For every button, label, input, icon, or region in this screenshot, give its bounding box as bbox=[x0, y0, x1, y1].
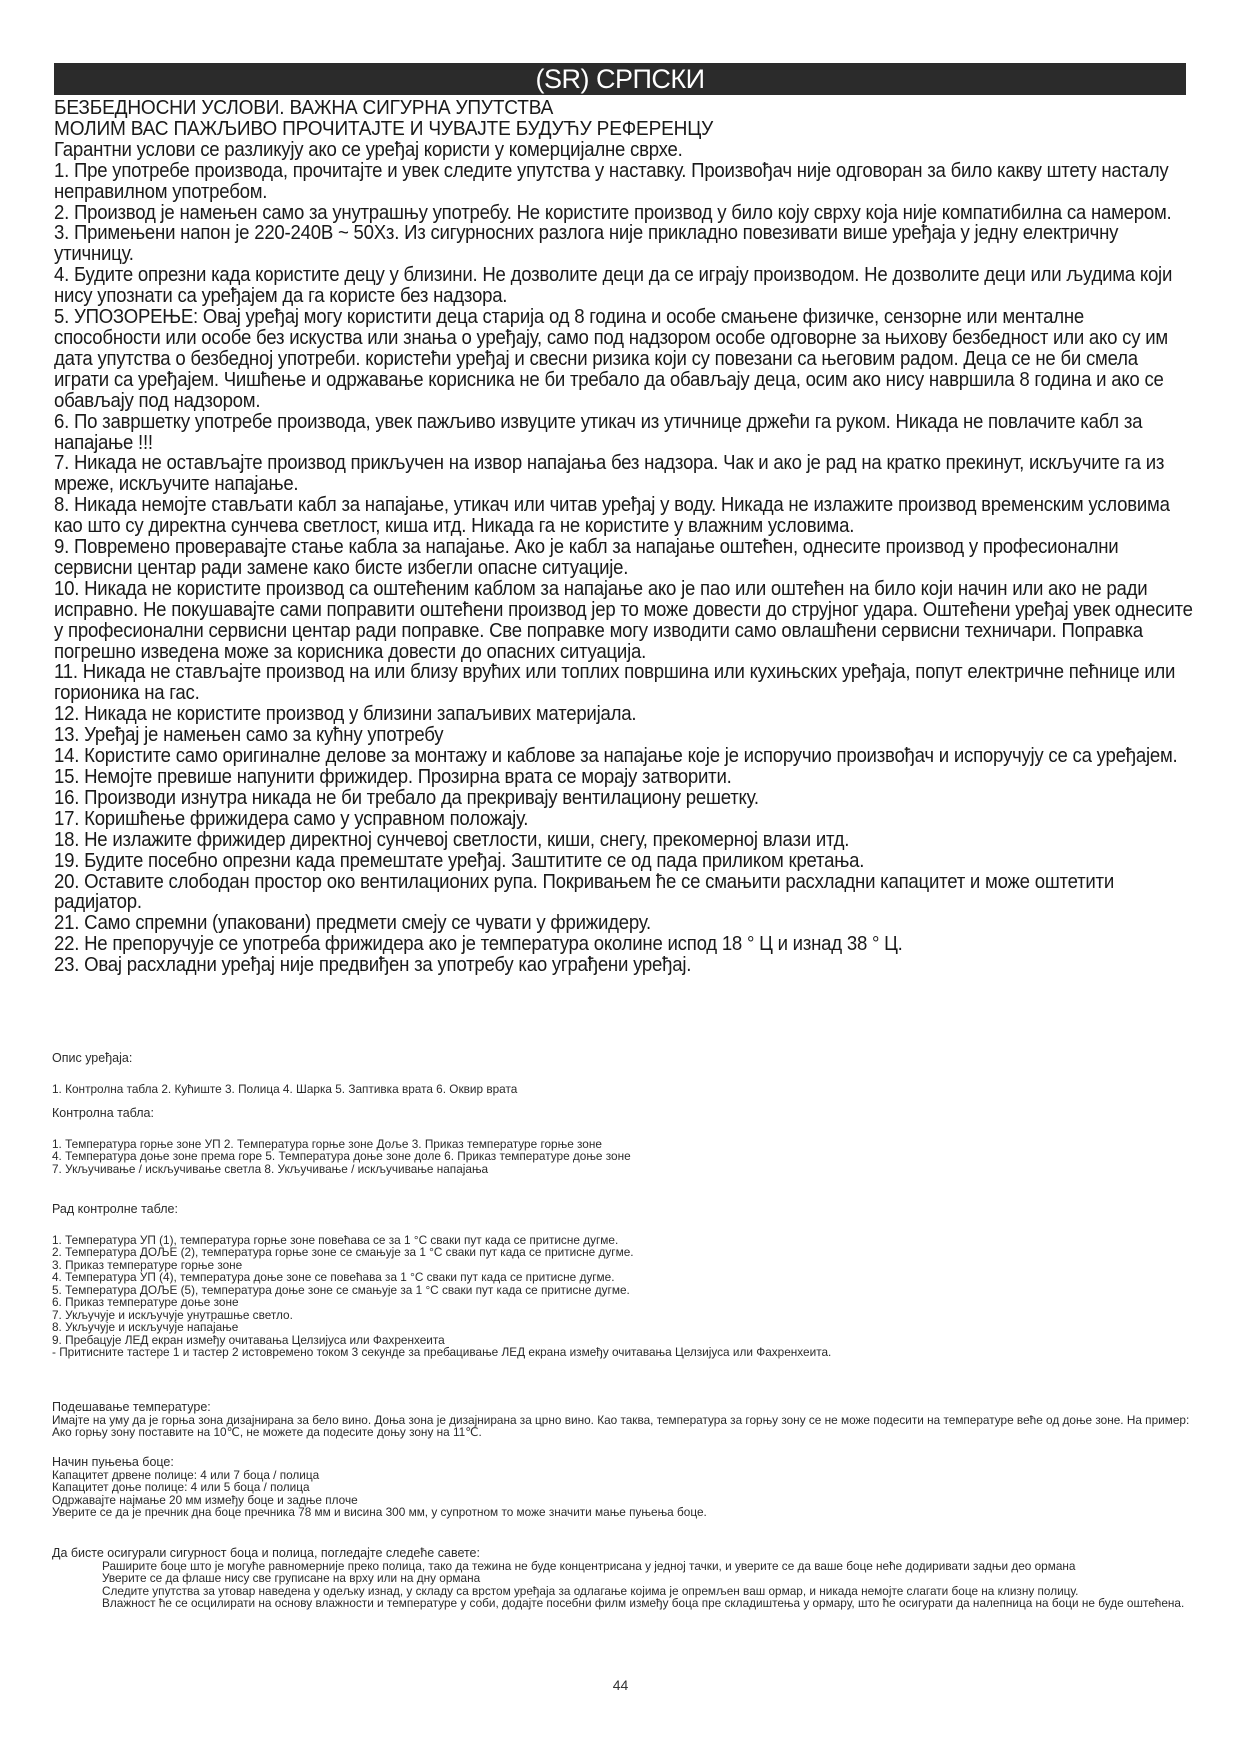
safety-item: 5. УПОЗОРЕЊЕ: Овај уређај могу користити деца старија од 8 година и особе смањене физичке, сензорне или менталне способности или особе без искуства или знања о уређају, само под надзором особе одговорне за њихову безбедност или ако су им дата упутства о безбедној употреби. користећи уређај и свесни ризика који су повезани са његовим радом. Деца се не би смела играти са уређајем. Чишћење и одржавање корисника не би требало да обављају деца, осим ако нису навршила 8 година и ако се обављају под надзором. bbox=[54, 306, 1168, 412]
safety-item: 1. Пре употребе производа, прочитајте и увек следите упутства у наставку. Произвођач није одговоран за било какву штету насталу неправилном употребом. bbox=[54, 159, 1169, 203]
operation-line: 5. Температура ДОЉЕ (5), температура доње зоне се смањује за 1 °C сваки пут када се притисне дугме. bbox=[52, 1282, 630, 1297]
operation-line: - Притисните тастере 1 и тастер 2 истовремено током 3 секунде за пребацивање ЛЕД екрана између очитавања Целзијуса или Фахренхеита. bbox=[52, 1345, 832, 1359]
temperature-text: Имајте на уму да је горња зона дизајнирана за бело вино. Доња зона је дизајнирана за црно вино. Као таква, температура за горњу зону се не може подесити на температуре веће од доње зоне. На пример: Ако горњу зону поставите на 10℃, не можете да подесите доњу зону на 11℃. bbox=[52, 1412, 1190, 1439]
operation-line: 9. Пребацује ЛЕД екран између очитавања Целзијуса или Фахренхеита bbox=[52, 1332, 445, 1347]
control-panel-line: 4. Температура доње зоне према горе 5. Температура доње зоне доле 6. Приказ температуре доње зоне bbox=[52, 1149, 631, 1163]
advice-line: Влажност ће се осцилирати на основу влажности и температуре у соби, додајте посебни филм између боца пре складиштења у ормару, што ће осигурати да налепница на боци не буде оштећена. bbox=[102, 1596, 1185, 1610]
safety-item: 17. Коришћење фрижидера само у усправном положају. bbox=[54, 807, 529, 830]
control-panel-label: Контролна табла: bbox=[52, 1106, 154, 1120]
safety-item: 3. Примењени напон је 220-240В ~ 50Хз. Из сигурносних разлога није прикладно повезивати више уређаја у једну електричну утичницу. bbox=[54, 222, 1119, 266]
advice-line: Уверите се да флаше нису све груписане на врху или на дну ормана bbox=[102, 1571, 481, 1585]
bottle-loading-section bbox=[52, 1456, 1202, 1519]
safety-item: 12. Никада не користите производ у близини запаљивих материјала. bbox=[54, 703, 637, 726]
device-parts: 1. Контролна табла 2. Кућиште 3. Полица 4. Шарка 5. Заптивка врата 6. Оквир врата bbox=[52, 1081, 518, 1096]
safety-item: 23. Овај расхладни уређај није предвиђен за употребу као уграђени уређај. bbox=[54, 954, 692, 977]
language-title: (SR) СРПСКИ bbox=[535, 63, 705, 94]
safety-item: 13. Уређај је намењен само за кућну употребу bbox=[54, 724, 444, 747]
page-number: 44 bbox=[612, 1677, 629, 1693]
operation-line: 6. Приказ температуре доње зоне bbox=[52, 1295, 239, 1309]
control-panel-line: 7. Укључивање / искључивање светла 8. Укључивање / искључивање напајања bbox=[52, 1161, 489, 1176]
advice-line: Раширите боце што је могуће равномерније преко полица, тако да тежина не буде концентрисана у једној тачки, и уверите се да ваше боце неће додиривати задњи део ормана bbox=[102, 1558, 1076, 1573]
safety-item: 14. Користите само оригиналне делове за монтажу и каблове за напајање које је испоручио произвођач и испоручују се са уређајем. bbox=[54, 745, 1178, 768]
advice-line: Следите упутства за утовар наведена у одељку изнад, у складу са врстом уређаја за одлагање којима је опремљен ваш ормар, и никада немојте слагати боце на клизну полицу. bbox=[102, 1583, 1079, 1598]
safety-item: 6. По завршетку употребе производа, увек пажљиво извуците утикач из утичнице држећи га руком. Никада не повлачите кабл за напајање !!! bbox=[54, 410, 1143, 454]
safety-section bbox=[54, 98, 1194, 976]
safety-item: 7. Никада не остављајте производ прикључен на извор напајања без надзора. Чак и ако је рад на кратко прекинут, искључите га из мреже, искључите напајање. bbox=[54, 452, 1165, 496]
safety-intro: Гарантни услови се разликују ако се уређај користи у комерцијалне сврхе. bbox=[54, 138, 683, 161]
operation-label: Рад контролне табле: bbox=[52, 1202, 178, 1216]
bottle-loading-line: Капацитет дрвене полице: 4 или 7 боца / полица bbox=[52, 1467, 320, 1482]
safety-item: 22. Не препоручује се употреба фрижидера ако је температура околине испод 18 ° Ц и изнад 38 ° Ц. bbox=[54, 933, 903, 956]
safety-item: 19. Будите посебно опрезни када премештате уређај. Заштитите се од пада приликом кретања. bbox=[54, 849, 865, 872]
safety-item: 11. Никада не стављајте производ на или близу врућих или топлих површина или кухињских уређаја, попут електричне пећнице или горионика на гас. bbox=[54, 661, 1176, 705]
advice-label: Да бисте осигурали сигурност боца и полица, погледајте следеће савете: bbox=[52, 1546, 480, 1560]
advice-section bbox=[52, 1547, 1202, 1610]
operation-line: 3. Приказ температуре горње зоне bbox=[52, 1257, 243, 1272]
safety-item: 4. Будите опрезни када користите децу у близини. Не дозволите деци да се играју производом. Не дозволите деци или људима који нису упознати са уређајем да га користе без надзора. bbox=[54, 264, 1173, 308]
control-panel-line: 1. Температура горње зоне УП 2. Температура горње зоне Доље 3. Приказ температуре горње зоне bbox=[52, 1136, 602, 1151]
bottle-loading-line: Одржавајте најмање 20 мм између боце и задње плоче bbox=[52, 1492, 358, 1507]
safety-item: 18. Не излажите фрижидер директној сунчевој светлости, киши, снегу, прекомерној влази итд. bbox=[54, 828, 850, 851]
language-header bbox=[54, 63, 1186, 95]
safety-subtitle: МОЛИМ ВАС ПАЖЉИВО ПРОЧИТАЈТЕ И ЧУВАЈТЕ БУДУЋУ РЕФЕРЕНЦУ bbox=[54, 116, 714, 140]
operation-line: 1. Температура УП (1), температура горње зоне повећава се за 1 °C сваки пут када се притисне дугме. bbox=[52, 1232, 619, 1247]
device-description bbox=[52, 1052, 1202, 1095]
safety-item: 2. Производ је намењен само за унутрашњу употребу. Не користите производ у било коју сврху која није компатибилна са намером. bbox=[54, 201, 1172, 224]
operation-line: 4. Температура УП (4), температура доње зоне се повећава за 1 °C сваки пут када се притисне дугме. bbox=[52, 1270, 615, 1284]
safety-item: 16. Производи изнутра никада не би требало да прекривају вентилациону решетку. bbox=[54, 786, 759, 809]
safety-title: БЕЗБЕДНОСНИ УСЛОВИ. ВАЖНА СИГУРНА УПУТСТВА bbox=[54, 96, 554, 119]
operation-section bbox=[52, 1203, 1202, 1359]
bottle-loading-line: Уверите се да је пречник дна боце пречника 78 мм и висина 300 мм, у супротном то може значити мање пуњења боце. bbox=[52, 1505, 707, 1519]
safety-item: 20. Оставите слободан простор око вентилационих рупа. Покривањем ће се смањити расхладни капацитет и може оштетити радијатор. bbox=[54, 870, 1114, 914]
safety-item: 9. Повремено проверавајте стање кабла за напајање. Ако је кабл за напајање оштећен, однесите производ у професионални сервисни центар ради замене како бисте избегли опасне ситуације. bbox=[54, 536, 1119, 579]
safety-item: 8. Никада немојте стављати кабл за напајање, утикач или читав уређај у воду. Никада не излажите производ временским условима као што су директна сунчева светлост, киша итд. Никада га не користите у влажним условима. bbox=[54, 494, 1170, 538]
device-label: Опис уређаја: bbox=[52, 1051, 133, 1065]
safety-item: 10. Никада не користите производ са оштећеним каблом за напајање ако је пао или оштећен на било који начин или ако не ради исправно. Не покушавајте сами поправити оштећени производ јер то може довести до струјног удара. Оштећени уређај увек однесите у професионални сервисни центар ради поправке. Све поправке могу изводити само овлашћени сервисни техничари. Поправка погрешно изведена може за корисника довести до опасних ситуација. bbox=[54, 577, 1193, 663]
control-panel-section bbox=[52, 1107, 1202, 1175]
temperature-label: Подешавање температуре: bbox=[52, 1400, 211, 1414]
operation-line: 2. Температура ДОЉЕ (2), температура горње зоне се смањује за 1 °C сваки пут када се притисне дугме. bbox=[52, 1245, 634, 1259]
temperature-section bbox=[52, 1401, 1202, 1439]
bottle-loading-line: Капацитет доње полице: 4 или 5 боца / полица bbox=[52, 1480, 310, 1494]
safety-item: 21. Само спремни (упаковани) предмети смеју се чувати у фрижидеру. bbox=[54, 912, 651, 935]
safety-item: 15. Немојте превише напунити фрижидер. Прозирна врата се морају затворити. bbox=[54, 766, 732, 788]
operation-line: 7. Укључује и искључује унутрашње светло. bbox=[52, 1307, 293, 1322]
operation-line: 8. Укључује и искључује напајање bbox=[52, 1320, 239, 1334]
bottle-loading-label: Начин пуњења боце: bbox=[52, 1455, 174, 1469]
